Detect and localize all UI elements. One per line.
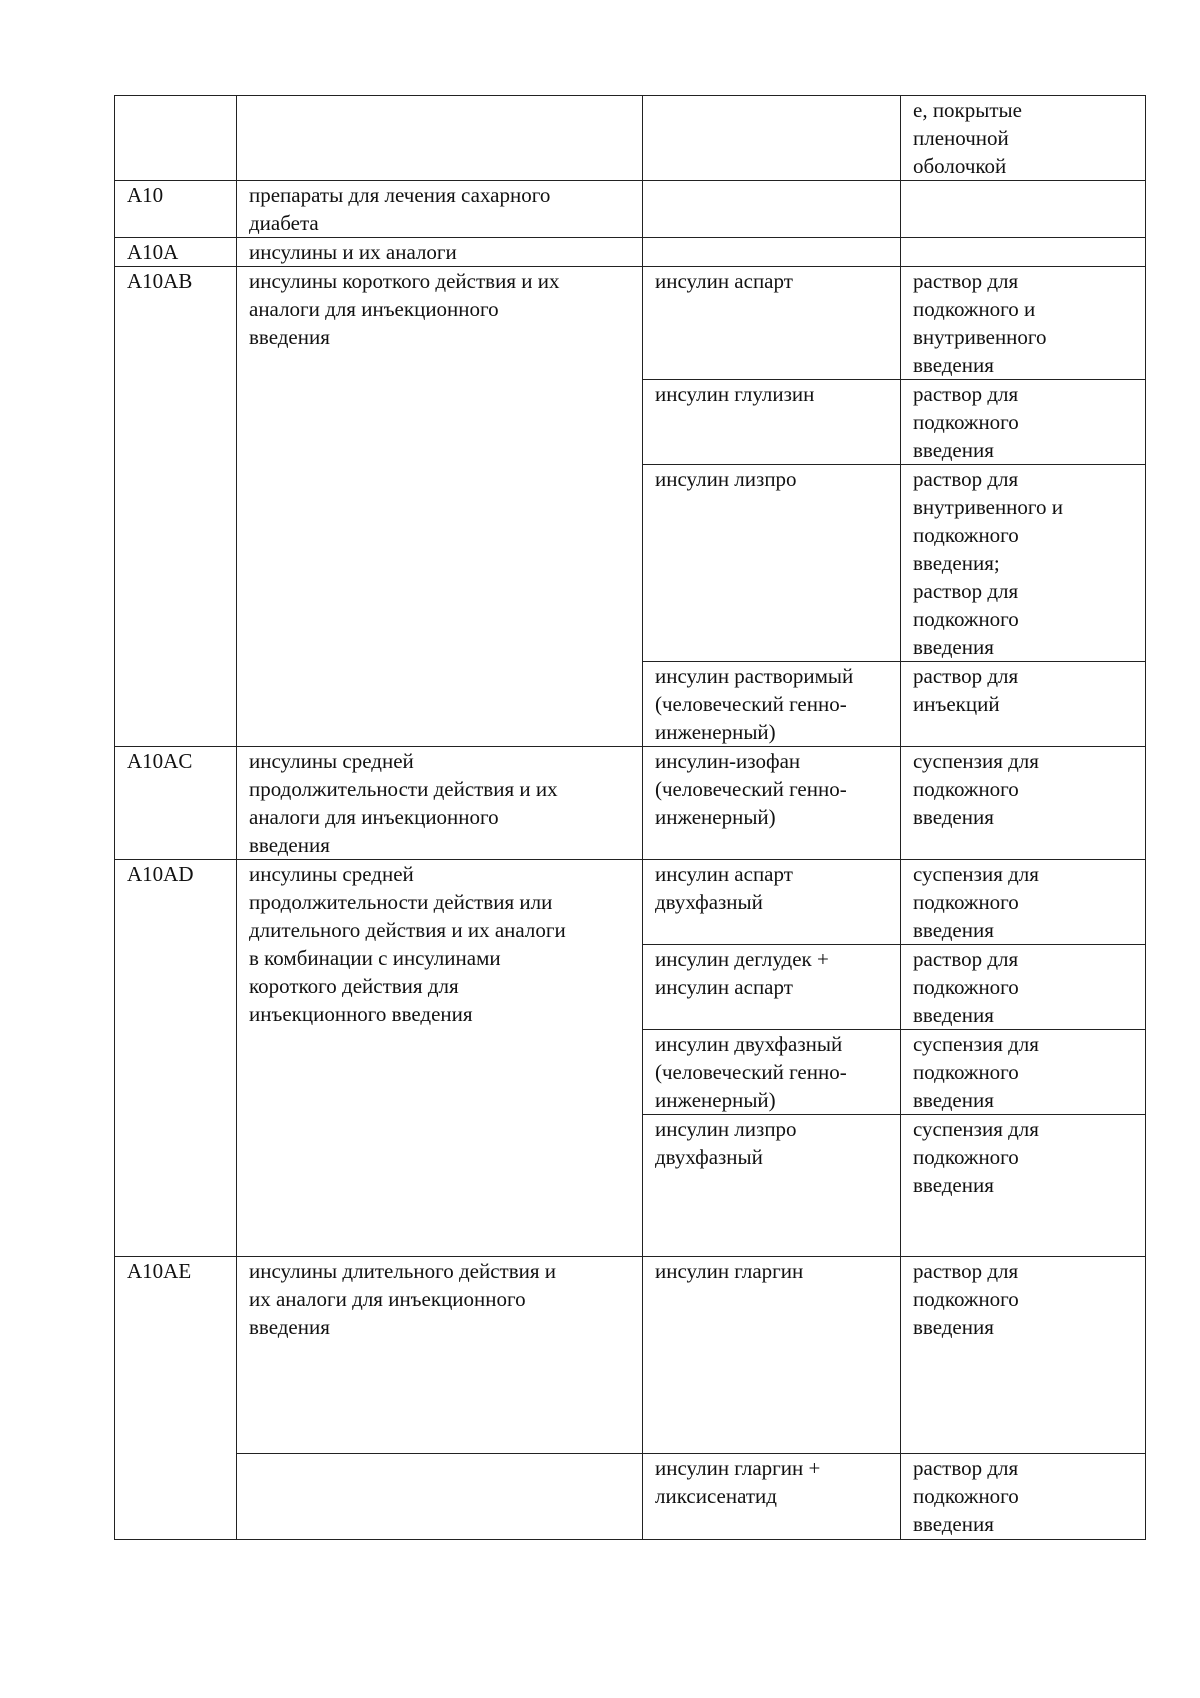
group-cell: инсулины средней продолжительности действия и их аналоги для инъекционного введения	[237, 747, 643, 860]
dosage-form-cell: раствор для подкожного введения	[901, 1454, 1146, 1540]
drug-name-cell: инсулин-изофан (человеческий генно- инженерный)	[643, 747, 901, 860]
drug-name-cell: инсулин гларгин	[643, 1257, 901, 1454]
group-cell	[237, 96, 643, 181]
drug-name-cell: инсулин лизпро двухфазный	[643, 1115, 901, 1257]
drug-name-cell: инсулин глулизин	[643, 380, 901, 465]
group-cell: инсулины средней продолжительности действия или длительного действия и их аналоги в комбинации с инсулинами короткого действия для инъекционного введения	[237, 860, 643, 1257]
drug-name-cell: инсулин двухфазный (человеческий генно- инженерный)	[643, 1030, 901, 1115]
atc-code-cell: A10AC	[115, 747, 237, 860]
group-cell: препараты для лечения сахарного диабета	[237, 181, 643, 238]
dosage-form-cell: е, покрытые пленочной оболочкой	[901, 96, 1146, 181]
dosage-form-cell: раствор для внутривенного и подкожного введения; раствор для подкожного введения	[901, 465, 1146, 662]
atc-code-cell: A10A	[115, 238, 237, 267]
dosage-form-cell	[901, 238, 1146, 267]
dosage-form-cell: раствор для подкожного введения	[901, 1257, 1146, 1454]
group-cell: инсулины длительного действия и их аналоги для инъекционного введения	[237, 1257, 643, 1454]
drug-name-cell: инсулин аспарт двухфазный	[643, 860, 901, 945]
atc-code-cell: A10AB	[115, 267, 237, 747]
drug-name-cell: инсулин деглудек + инсулин аспарт	[643, 945, 901, 1030]
dosage-form-cell: суспензия для подкожного введения	[901, 860, 1146, 945]
dosage-form-cell: суспензия для подкожного введения	[901, 1030, 1146, 1115]
group-cell: инсулины короткого действия и их аналоги для инъекционного введения	[237, 267, 643, 747]
atc-code-cell: A10AD	[115, 860, 237, 1257]
drug-name-cell	[643, 96, 901, 181]
table-row	[115, 238, 1146, 267]
dosage-form-cell: суспензия для подкожного введения	[901, 1115, 1146, 1257]
table-row	[115, 747, 1146, 860]
table-row	[115, 1454, 1146, 1540]
dosage-form-cell: раствор для подкожного и внутривенного введения	[901, 267, 1146, 380]
drug-name-cell: инсулин лизпро	[643, 465, 901, 662]
atc-code-cell: A10AE	[115, 1257, 237, 1540]
drug-classification-table	[114, 95, 1146, 1540]
group-cell: инсулины и их аналоги	[237, 238, 643, 267]
dosage-form-cell: раствор для подкожного введения	[901, 945, 1146, 1030]
table-row	[115, 860, 1146, 945]
dosage-form-cell: суспензия для подкожного введения	[901, 747, 1146, 860]
drug-name-cell	[643, 238, 901, 267]
dosage-form-cell	[901, 181, 1146, 238]
drug-name-cell	[643, 181, 901, 238]
table-row	[115, 1257, 1146, 1454]
drug-name-cell: инсулин аспарт	[643, 267, 901, 380]
atc-code-cell	[115, 96, 237, 181]
group-cell	[237, 1454, 643, 1540]
atc-code-cell: A10	[115, 181, 237, 238]
dosage-form-cell: раствор для подкожного введения	[901, 380, 1146, 465]
dosage-form-cell: раствор для инъекций	[901, 662, 1146, 747]
table-row	[115, 181, 1146, 238]
drug-name-cell: инсулин растворимый (человеческий генно- инженерный)	[643, 662, 901, 747]
table-row	[115, 96, 1146, 181]
drug-name-cell: инсулин гларгин + ликсисенатид	[643, 1454, 901, 1540]
table-row	[115, 267, 1146, 380]
